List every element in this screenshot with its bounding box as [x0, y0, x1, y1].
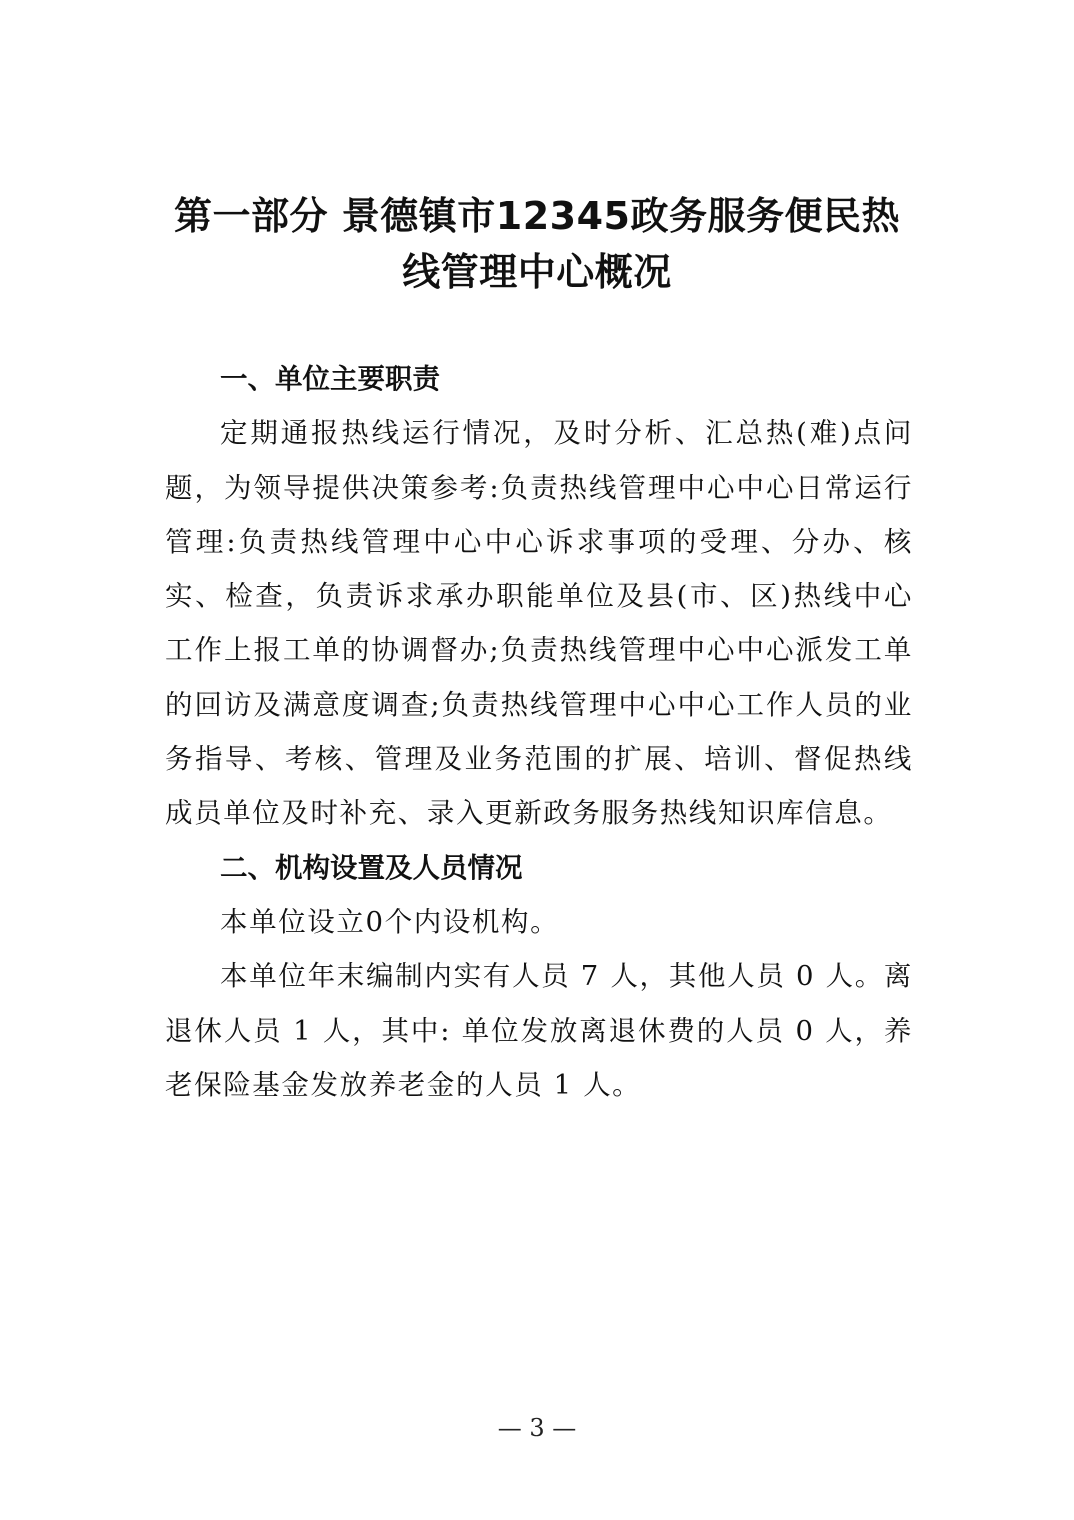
title-line-2: 线管理中心概况 — [402, 250, 672, 294]
organization-paragraph: 本单位设立0个内设机构。 — [220, 905, 560, 938]
page-title — [150, 188, 924, 300]
title-line-1: 第一部分 景德镇市12345政务服务便民热 — [174, 194, 900, 238]
document-body — [165, 352, 913, 1112]
page-number: — 3 — — [497, 1414, 577, 1442]
section-heading-duties: 一、单位主要职责 — [220, 363, 440, 395]
section-heading-organization: 二、机构设置及人员情况 — [220, 851, 523, 884]
staffing-paragraph: 本单位年末编制内实有人员 7 人，其他人员 0 人。离退休人员 1 人，其中: 单位发放离退休费的人员 0 人，养老保险基金发放养老金的人员 1 人。 — [165, 960, 913, 1101]
duties-paragraph: 定期通报热线运行情况，及时分析、汇总热(难)点问题，为领导提供决策参考:负责热线管理中心中心日常运行管理:负责热线管理中心中心诉求事项的受理、分办、核实、检查，负责诉求承办职能单位及县(市、区)热线中心工作上报工单的协调督办;负责热线管理中心中心派发工单的回访及满意度调查;负责热线管理中心中心工作人员的业务指导、考核、管理及业务范围的扩展、培训、督促热线成员单位及时补充、录入更新政务服务热线知识库信息。 — [165, 417, 913, 830]
